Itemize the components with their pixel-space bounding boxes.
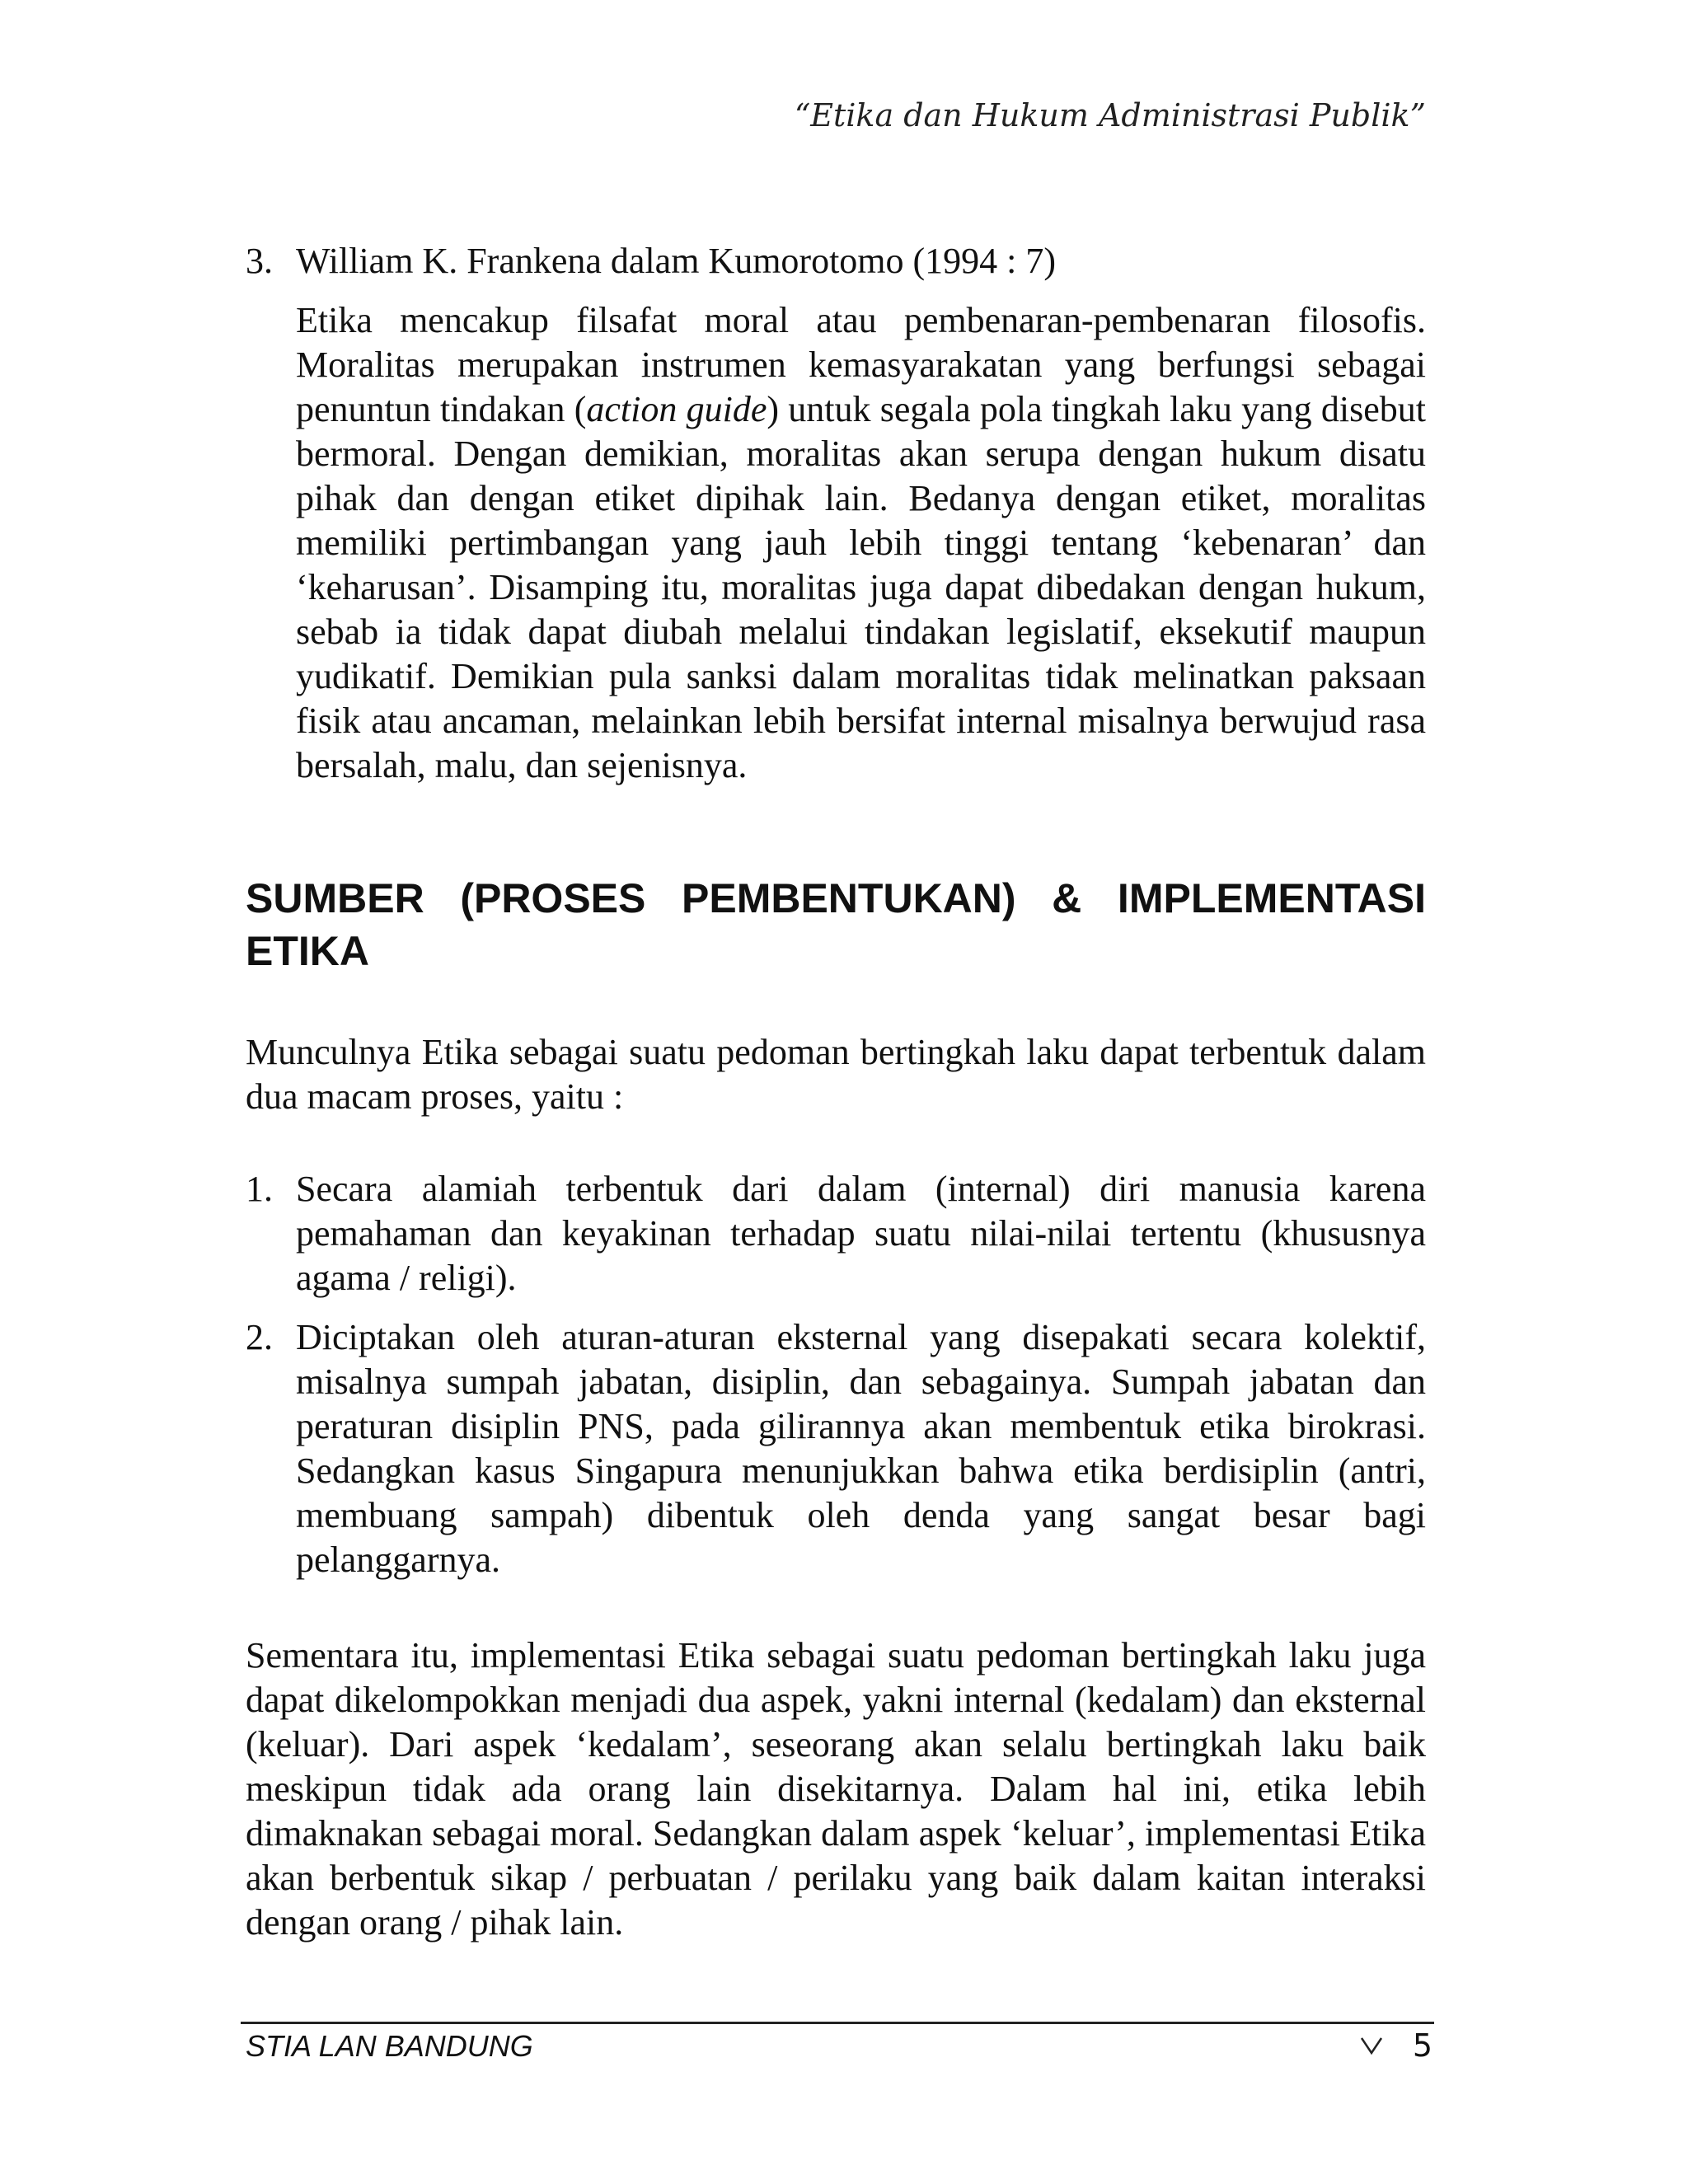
quote-text-part2: ) untuk segala pola tingkah laku yang disebut bermoral. Dengan demikian, moralitas akan serupa dengan hukum disatu pihak dan dengan etiket dipihak lain. Bedanya dengan etiket, moralitas memiliki pertimbangan yang jauh lebih tinggi tentang ‘kebenaran’ dan ‘keharusan’. Disamping itu, moralitas juga dapat dibedakan dengan hukum, sebab ia tidak dapat diubah melalui tindakan legislatif, eksekutif maupun yudikatif. Demikian pula sanksi dalam moralitas tidak melinatkan paksaan fisik atau ancaman, melainkan lebih bersifat internal misalnya berwujud rasa bersalah, malu, dan sejenisnya.: [296, 389, 1427, 785]
intro-paragraph: Munculnya Etika sebagai suatu pedoman bertingkah laku dapat terbentuk dalam dua macam proses, yaitu :: [246, 1032, 1426, 1117]
footer-institution: STIA LAN BANDUNG: [246, 2029, 533, 2063]
footer-page-info: [1360, 2027, 1432, 2064]
footer-divider: [241, 2022, 1434, 2024]
process-list: [246, 1167, 1426, 1582]
page-content: [246, 239, 1426, 1945]
quote-text-part1: Etika mencakup filsafat moral atau pembenaran-pembenaran filosofis. Moralitas merupakan instrumen kemasyarakatan yang berfungsi sebagai penuntun tindakan (: [296, 300, 1426, 429]
list-item-text: Secara alamiah terbentuk dari dalam (internal) diri manusia karena pemahaman dan keyakinan terhadap suatu nilai-nilai tertentu (khususnya agama / religi).: [296, 1169, 1426, 1298]
reference-quote: [296, 298, 1426, 788]
list-item-number: 1.: [246, 1169, 273, 1209]
checkmark-icon: [1360, 2035, 1383, 2056]
section-heading: SUMBER (PROSES PEMBENTUKAN) & IMPLEMENTASI ETIKA: [246, 875, 1426, 974]
reference-item: [246, 239, 1426, 284]
list-item-text: Diciptakan oleh aturan-aturan eksternal yang disepakati secara kolektif, misalnya sumpah jabatan, disiplin, dan sebagainya. Sumpah jabatan dan peraturan disiplin PNS, pada gilirannya akan membentuk etika birokrasi. Sedangkan kasus Singapura menunjukkan bahwa etika berdisiplin (antri, membuang sampah) dibentuk oleh denda yang sangat besar bagi pelanggarnya.: [296, 1317, 1426, 1580]
reference-title: William K. Frankena dalam Kumorotomo (1994 : 7): [296, 241, 1057, 281]
running-header: “Etika dan Hukum Administrasi Publik”: [794, 97, 1426, 134]
reference-number: 3.: [246, 241, 273, 281]
list-item-number: 2.: [246, 1317, 273, 1357]
implementation-paragraph: Sementara itu, implementasi Etika sebagai suatu pedoman bertingkah laku juga dapat dikelompokkan menjadi dua aspek, yakni internal (kedalam) dan eksternal (keluar). Dari aspek ‘kedalam’, seseorang akan selalu bertingkah laku baik meskipun tidak ada orang lain disekitarnya. Dalam hal ini, etika lebih dimaknakan sebagai moral. Sedangkan dalam aspek ‘keluar’, implementasi Etika akan berbentuk sikap / perbuatan / perilaku yang baik dalam kaitan interaksi dengan orang / pihak lain.: [246, 1635, 1426, 1943]
quote-italic-term: action guide: [586, 389, 767, 429]
page-number: 5: [1412, 2027, 1432, 2064]
list-item: [246, 1315, 1426, 1582]
list-item: [246, 1167, 1426, 1301]
